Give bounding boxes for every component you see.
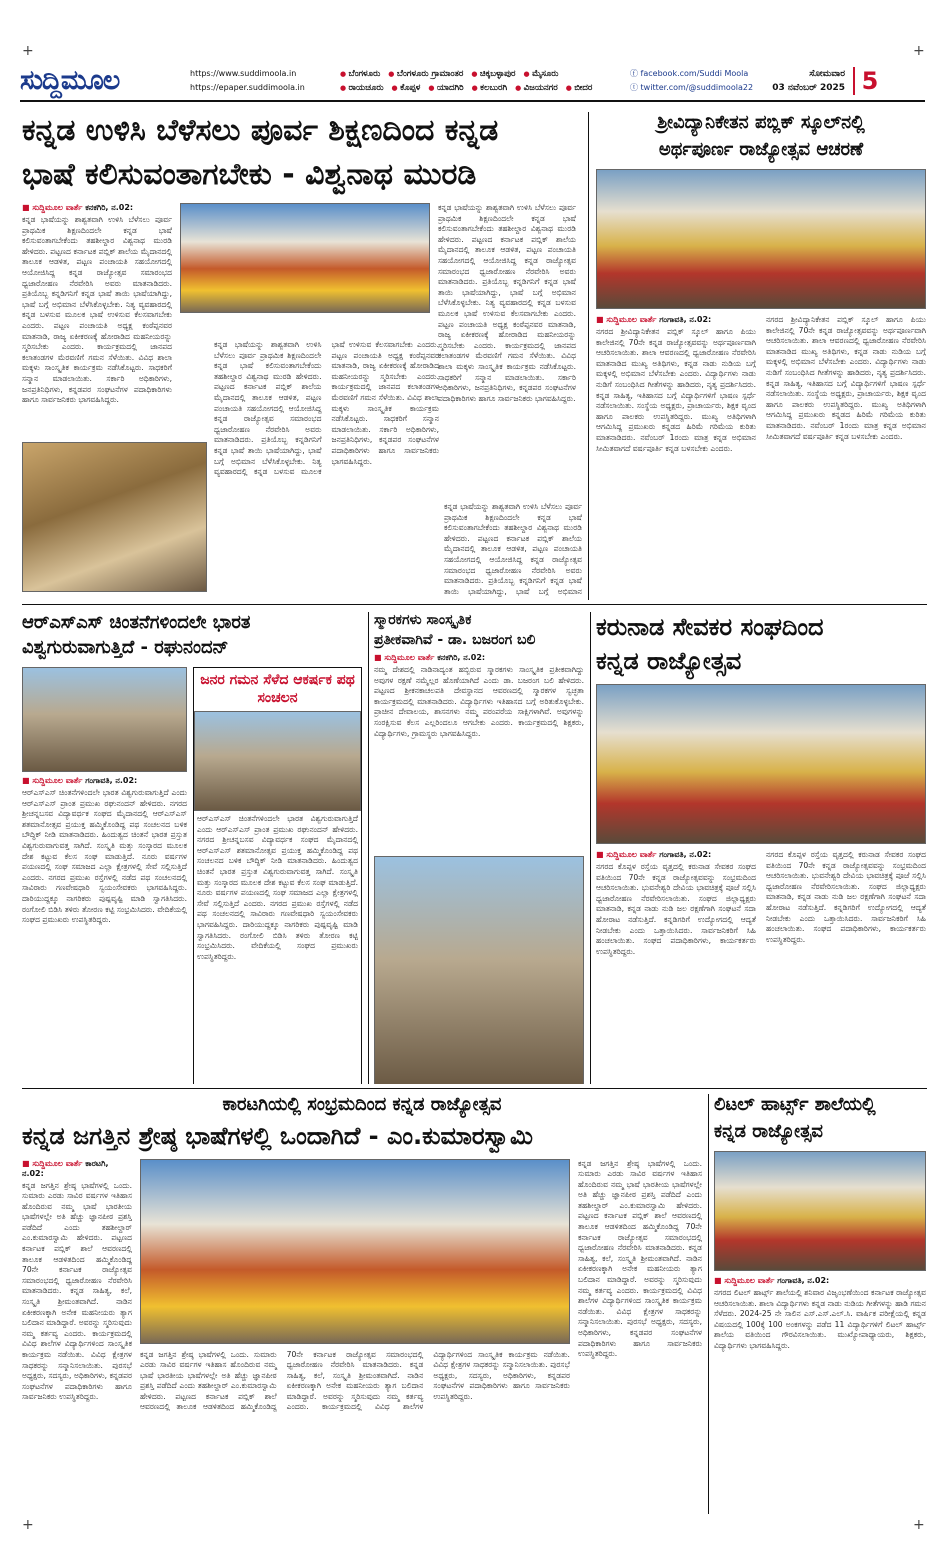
section-rule <box>22 1088 927 1089</box>
story-headline[interactable]: ಕರುನಾಡ ಸೇವಕರ ಸಂಘದಿಂದ <box>596 613 824 641</box>
story-headline[interactable]: ವಿಶ್ವಗುರುವಾಗುತ್ತಿದೆ - ರಘುನಂದನ್ <box>22 636 229 658</box>
group-photo <box>596 684 926 844</box>
lamp-lighting-photo <box>140 1159 570 1344</box>
edition-link[interactable]: ● ರಾಯಚೂರು <box>340 83 384 93</box>
story-headline[interactable]: ಕನ್ನಡ ಜಗತ್ತಿನ ಶ್ರೇಷ್ಠ ಭಾಷೆಗಳಲ್ಲಿ ಒಂದಾಗಿದೆ - ಎಂ.ಕುಮಾರಸ್ವಾಮಿ <box>22 1121 534 1150</box>
story-body: ಕನ್ನಡ ಜಗತ್ತಿನ ಶ್ರೇಷ್ಠ ಭಾಷೆಗಳಲ್ಲಿ ಒಂದು. ಸುಮಾರು ಎರಡು ಸಾವಿರ ವರ್ಷಗಳ ಇತಿಹಾಸ ಹೊಂದಿರುವ ನಮ್ಮ ಭಾಷೆ ಭಾರತೀಯ ಭಾಷೆಗಳಲ್ಲೇ ಅತಿ ಹೆಚ್ಚು ಜ್ಞಾನಪೀಠ ಪ್ರಶಸ್ತಿ ಪಡೆದಿದೆ ಎಂದು ತಹಶೀಲ್ದಾರ್ ಎಂ.ಕುಮಾರಸ್ವಾಮಿ ಹೇಳಿದರು. ಪಟ್ಟಣದ ಕರ್ನಾಟಕ ಪಬ್ಲಿಕ್ ಶಾಲೆ ಆವರಣದಲ್ಲಿ ತಾಲೂಕ ಆಡಳಿತದಿಂದ ಹಮ್ಮಿಕೊಂಡಿದ್ದ 70ನೇ ಕರ್ನಾಟಕ ರಾಜ್ಯೋತ್ಸವ ಸಮಾರಂಭದಲ್ಲಿ ಧ್ವಜಾರೋಹಣ ನೆರವೇರಿಸಿ ಮಾತನಾಡಿದರು. ಕನ್ನಡ ಸಾಹಿತ್ಯ, ಕಲೆ, ಸಂಸ್ಕೃತಿ ಶ್ರೀಮಂತವಾಗಿದೆ. ನಾಡಿನ ಏಕೀಕರಣಕ್ಕಾಗಿ ಅನೇಕ ಮಹನೀಯರು ತ್ಯಾಗ ಬಲಿದಾನ ಮಾಡಿದ್ದಾರೆ. ಅವರನ್ನು ಸ್ಮರಿಸುವುದು ನಮ್ಮ ಕರ್ತವ್ಯ ಎಂದರು. ಕಾರ್ಯಕ್ರಮದಲ್ಲಿ ವಿವಿಧ ಶಾಲೆಗಳ ವಿದ್ಯಾರ್ಥಿಗಳಿಂದ ಸಾಂಸ್ಕೃತಿಕ ಕಾರ್ಯಕ್ರಮ ನಡೆಯಿತು. ವಿವಿಧ ಕ್ಷೇತ್ರಗಳ ಸಾಧಕರನ್ನು ಸನ್ಮಾನಿಸಲಾಯಿತು. ಪುರಸಭೆ ಅಧ್ಯಕ್ಷರು, ಸದಸ್ಯರು, ಅಧಿಕಾರಿಗಳು, ಕನ್ನಡಪರ ಸಂಘಟನೆಗಳ ಪದಾಧಿಕಾರಿಗಳು ಹಾಗೂ ಸಾರ್ವಜನಿಕರು ಉಪಸ್ಥಿತರಿದ್ದರು. <box>22 1180 132 1402</box>
website-links <box>190 67 330 95</box>
date-block <box>760 67 855 95</box>
column-rule <box>588 112 589 600</box>
story-body: ನಮ್ಮ ದೇಶದಲ್ಲಿ ನಾಡಿನಾದ್ಯಂತ ಹಬ್ಬಿರುವ ಸ್ಮಾರಕಗಳು ಸಾಂಸ್ಕೃತಿಕ ಪ್ರತೀಕವಾಗಿದ್ದು ಅವುಗಳ ರಕ್ಷಣೆ ನಮ್ಮೆಲ್ಲರ ಹೊಣೆಯಾಗಿದೆ ಎಂದು ಡಾ. ಬಜರಂಗ ಬಲಿ ಹೇಳಿದರು. ಪಟ್ಟಣದ ಶ್ರೀಕನಕಾಚಲಪತಿ ದೇವಸ್ಥಾನದ ಆವರಣದಲ್ಲಿ ಸ್ಮಾರಕಗಳ ಸ್ವಚ್ಛತಾ ಕಾರ್ಯಕ್ರಮದಲ್ಲಿ ಮಾತನಾಡಿದರು. ವಿದ್ಯಾರ್ಥಿಗಳು ಇತಿಹಾಸದ ಬಗ್ಗೆ ಅರಿತುಕೊಳ್ಳಬೇಕು. ಪ್ರಾಚೀನ ದೇವಾಲಯ, ಶಾಸನಗಳು ನಮ್ಮ ಪರಂಪರೆಯ ಸಾಕ್ಷಿಗಳಾಗಿವೆ. ಅವುಗಳನ್ನು ಸಂರಕ್ಷಿಸುವ ಕೆಲಸ ಎಲ್ಲರಿಂದಲೂ ಆಗಬೇಕು ಎಂದರು. ಕಾರ್ಯಕ್ರಮದಲ್ಲಿ ಶಿಕ್ಷಕರು, ವಿದ್ಯಾರ್ಥಿಗಳು, ಗ್ರಾಮಸ್ಥರು ಭಾಗವಹಿಸಿದ್ದರು. <box>374 665 584 738</box>
twitter-icon: ⓣ <box>630 83 641 92</box>
story-karatagi <box>22 1094 702 1514</box>
social-links <box>630 67 760 95</box>
story-monuments <box>374 612 584 1084</box>
story-body-cont: ಕನ್ನಡ ಜಗತ್ತಿನ ಶ್ರೇಷ್ಠ ಭಾಷೆಗಳಲ್ಲಿ ಒಂದು. ಸುಮಾರು ಎರಡು ಸಾವಿರ ವರ್ಷಗಳ ಇತಿಹಾಸ ಹೊಂದಿರುವ ನಮ್ಮ ಭಾಷೆ ಭಾರತೀಯ ಭಾಷೆಗಳಲ್ಲೇ ಅತಿ ಹೆಚ್ಚು ಜ್ಞಾನಪೀಠ ಪ್ರಶಸ್ತಿ ಪಡೆದಿದೆ ಎಂದು ತಹಶೀಲ್ದಾರ್ ಎಂ.ಕುಮಾರಸ್ವಾಮಿ ಹೇಳಿದರು. ಪಟ್ಟಣದ ಕರ್ನಾಟಕ ಪಬ್ಲಿಕ್ ಶಾಲೆ ಆವರಣದಲ್ಲಿ ತಾಲೂಕ ಆಡಳಿತದಿಂದ ಹಮ್ಮಿಕೊಂಡಿದ್ದ 70ನೇ ಕರ್ನಾಟಕ ರಾಜ್ಯೋತ್ಸವ ಸಮಾರಂಭದಲ್ಲಿ ಧ್ವಜಾರೋಹಣ ನೆರವೇರಿಸಿ ಮಾತನಾಡಿದರು. ಕನ್ನಡ ಸಾಹಿತ್ಯ, ಕಲೆ, ಸಂಸ್ಕೃತಿ ಶ್ರೀಮಂತವಾಗಿದೆ. ನಾಡಿನ ಏಕೀಕರಣಕ್ಕಾಗಿ ಅನೇಕ ಮಹನೀಯರು ತ್ಯಾಗ ಬಲಿದಾನ ಮಾಡಿದ್ದಾರೆ. ಅವರನ್ನು ಸ್ಮರಿಸುವುದು ನಮ್ಮ ಕರ್ತವ್ಯ ಎಂದರು. ಕಾರ್ಯಕ್ರಮದಲ್ಲಿ ವಿವಿಧ ಶಾಲೆಗಳ ವಿದ್ಯಾರ್ಥಿಗಳಿಂದ ಸಾಂಸ್ಕೃತಿಕ ಕಾರ್ಯಕ್ರಮ ನಡೆಯಿತು. ವಿವಿಧ ಕ್ಷೇತ್ರಗಳ ಸಾಧಕರನ್ನು ಸನ್ಮಾನಿಸಲಾಯಿತು. ಪುರಸಭೆ ಅಧ್ಯಕ್ಷರು, ಸದಸ್ಯರು, ಅಧಿಕಾರಿಗಳು, ಕನ್ನಡಪರ ಸಂಘಟನೆಗಳ ಪದಾಧಿಕಾರಿಗಳು ಹಾಗೂ ಸಾರ್ವಜನಿಕರು ಉಪಸ್ಥಿತರಿದ್ದರು. <box>140 1349 570 1412</box>
crop-mark: + <box>22 43 34 59</box>
edition-link[interactable]: ● ಬೆಂಗಳೂರು ಗ್ರಾಮಾಂತರ <box>388 69 463 79</box>
issue-day: ಸೋಮವಾರ <box>809 69 845 79</box>
issue-date: 03 ನವೆಂಬರ್ 2025 <box>772 83 845 93</box>
story-headline[interactable]: ಪ್ರತೀಕವಾಗಿವೆ - ಡಾ. ಬಜರಂಗ ಬಲಿ <box>374 631 536 648</box>
story-byline: ■ ಸುದ್ದಿಮೂಲ ವಾರ್ತೆ ಗಂಗಾವತಿ, ನ.02: <box>714 1276 830 1285</box>
story-byline: ■ ಸುದ್ದಿಮೂಲ ವಾರ್ತೆ ಕನಕಗಿರಿ, ನ.02: <box>22 203 134 212</box>
column-rule <box>708 1094 709 1514</box>
column-rule <box>590 612 591 1084</box>
story-headline[interactable]: ಭಾಷೆ ಕಲಿಸುವಂತಾಗಬೇಕು - ವಿಶ್ವನಾಥ ಮುರಡಿ <box>22 156 477 192</box>
edition-link[interactable]: ● ಕಲಬುರಗಿ <box>472 83 507 93</box>
school-event-photo <box>596 169 926 309</box>
website-url[interactable]: https://www.suddimoola.in <box>190 69 297 78</box>
facebook-icon: ⓕ <box>630 69 641 78</box>
newspaper-logo[interactable]: ಸುದ್ದಿಮೂಲ <box>20 65 120 96</box>
students-photo <box>714 1151 926 1271</box>
section-rule <box>22 604 927 605</box>
story-body: ಆರ್‌ಎಸ್‌ಎಸ್ ಚಿಂತನೆಗಳಿಂದಲೇ ಭಾರತ ವಿಶ್ವಗುರುವಾಗುತ್ತಿದೆ ಎಂದು ಆರ್‌ಎಸ್‌ಎಸ್ ಪ್ರಾಂತ ಪ್ರಮುಖ ರಘುನಂದನ್ ಹೇಳಿದರು. ನಗರದ ಶ್ರೀಚನ್ನಬಸವ ವಿದ್ಯಾವರ್ಧಕ ಸಂಘದ ಮೈದಾನದಲ್ಲಿ ಆರ್‌ಎಸ್‌ಎಸ್ ಶತಮಾನೋತ್ಸವ ಪ್ರಯುಕ್ತ ಹಮ್ಮಿಕೊಂಡಿದ್ದ ಪಥ ಸಂಚಲನದ ಬಳಿಕ ಬೌದ್ಧಿಕ್ ನೀಡಿ ಮಾತನಾಡಿದರು. ಹಿಂದುತ್ವದ ಚಿಂತನೆ ಭಾರತ ಪ್ರಸ್ತುತ ವಿಶ್ವಗುರುವಾಗುವತ್ತ ಸಾಗಿದೆ. ಸಂಸ್ಕೃತಿ ಮತ್ತು ಸಂಸ್ಕಾರದ ಮೂಲಕ ದೇಶ ಕಟ್ಟುವ ಕೆಲಸ ಸಂಘ ಮಾಡುತ್ತಿದೆ. ನೂರು ವರ್ಷಗಳ ಪಯಣದಲ್ಲಿ ಸಂಘ ಸಮಾಜದ ಎಲ್ಲಾ ಕ್ಷೇತ್ರಗಳಲ್ಲಿ ಸೇವೆ ಸಲ್ಲಿಸುತ್ತಿದೆ ಎಂದರು. ನಗರದ ಪ್ರಮುಖ ರಸ್ತೆಗಳಲ್ಲಿ ನಡೆದ ಪಥ ಸಂಚಲನದಲ್ಲಿ ಸಾವಿರಾರು ಗಣವೇಷಧಾರಿ ಸ್ವಯಂಸೇವಕರು ಭಾಗವಹಿಸಿದ್ದರು. ದಾರಿಯುದ್ದಕ್ಕೂ ನಾಗರಿಕರು ಪುಷ್ಪವೃಷ್ಟಿ ಮಾಡಿ ಸ್ವಾಗತಿಸಿದರು. ರಂಗೋಲಿ ಬಿಡಿಸಿ ತಳಿರು ತೋರಣ ಕಟ್ಟಿ ಸಂಭ್ರಮಿಸಿದರು. ವೇದಿಕೆಯಲ್ಲಿ ಸಂಘದ ಪ್ರಮುಖರು ಉಪಸ್ಥಿತರಿದ್ದರು. <box>22 788 187 925</box>
story-body: ಕನ್ನಡ ಭಾಷೆಯನ್ನು ಶಾಶ್ವತವಾಗಿ ಉಳಿಸಿ ಬೆಳೆಸಲು ಪೂರ್ವ ಪ್ರಾಥಮಿಕ ಶಿಕ್ಷಣದಿಂದಲೇ ಕನ್ನಡ ಭಾಷೆ ಕಲಿಸುವಂತಾಗಬೇಕೆಂದು ತಹಶೀಲ್ದಾರ ವಿಶ್ವನಾಥ ಮುರಡಿ ಹೇಳಿದರು. ಪಟ್ಟಣದ ಕರ್ನಾಟಕ ಪಬ್ಲಿಕ್ ಶಾಲೆಯ ಮೈದಾನದಲ್ಲಿ ತಾಲೂಕ ಆಡಳಿತ, ಪಟ್ಟಣ ಪಂಚಾಯತಿ ಸಹಯೋಗದಲ್ಲಿ ಆಯೋಜಿಸಿದ್ದ ಕನ್ನಡ ರಾಜ್ಯೋತ್ಸವ ಸಮಾರಂಭದ ಧ್ವಜಾರೋಹಣ ನೆರವೇರಿಸಿ ಅವರು ಮಾತನಾಡಿದರು. ಪ್ರತಿಯೊಬ್ಬ ಕನ್ನಡಿಗನಿಗೆ ಕನ್ನಡ ಭಾಷೆ ತಾಯಿ ಭಾಷೆಯಾಗಿದ್ದು, ಭಾಷೆ ಬಗ್ಗೆ ಅಭಿಮಾನ ಬೆಳೆಸಿಕೊಳ್ಳಬೇಕು. ನಿತ್ಯ ವ್ಯವಹಾರದಲ್ಲಿ ಕನ್ನಡ ಬಳಸುವ ಮೂಲಕ ಭಾಷೆ ಉಳಿಸುವ ಕೆಲಸವಾಗಬೇಕು ಎಂದರು. ಪಟ್ಟಣ ಪಂಚಾಯತಿ ಅಧ್ಯಕ್ಷ ಕಂಠೆಪ್ಪನವರ ಮಾತನಾಡಿ, ರಾಜ್ಯ ಏಕೀಕರಣಕ್ಕೆ ಹೋರಾಡಿದ ಮಹನೀಯರನ್ನು ಸ್ಮರಿಸಬೇಕು ಎಂದರು. ಕಾರ್ಯಕ್ರಮದಲ್ಲಿ ಜಾನಪದ ಕಲಾತಂಡಗಳ ಮೆರವಣಿಗೆ ಗಮನ ಸೆಳೆಯಿತು. ವಿವಿಧ ಶಾಲಾ ಮಕ್ಕಳು ಸಾಂಸ್ಕೃತಿಕ ಕಾರ್ಯಕ್ರಮ ನಡೆಸಿಕೊಟ್ಟರು. ಸಾಧಕರಿಗೆ ಸನ್ಮಾನ ಮಾಡಲಾಯಿತು. ಸರ್ಕಾರಿ ಅಧಿಕಾರಿಗಳು, ಜನಪ್ರತಿನಿಧಿಗಳು, ಕನ್ನಡಪರ ಸಂಘಟನೆಗಳ ಪದಾಧಿಕಾರಿಗಳು ಹಾಗೂ ಸಾರ್ವಜನಿಕರು ಭಾಗವಹಿಸಿದ್ದರು. <box>22 215 172 405</box>
event-photo <box>180 203 430 313</box>
crop-mark: + <box>22 1517 34 1533</box>
story-headline[interactable]: ಕನ್ನಡ ಉಳಿಸಿ ಬೆಳೆಸಲು ಪೂರ್ವ ಶಿಕ್ಷಣದಿಂದ ಕನ್ನಡ <box>22 113 499 148</box>
edition-row-2 <box>340 81 630 95</box>
inset-body: ಆರ್‌ಎಸ್‌ಎಸ್ ಚಿಂತನೆಗಳಿಂದಲೇ ಭಾರತ ವಿಶ್ವಗುರುವಾಗುತ್ತಿದೆ ಎಂದು ಆರ್‌ಎಸ್‌ಎಸ್ ಪ್ರಾಂತ ಪ್ರಮುಖ ರಘುನಂದನ್ ಹೇಳಿದರು. ನಗರದ ಶ್ರೀಚನ್ನಬಸವ ವಿದ್ಯಾವರ್ಧಕ ಸಂಘದ ಮೈದಾನದಲ್ಲಿ ಆರ್‌ಎಸ್‌ಎಸ್ ಶತಮಾನೋತ್ಸವ ಪ್ರಯುಕ್ತ ಹಮ್ಮಿಕೊಂಡಿದ್ದ ಪಥ ಸಂಚಲನದ ಬಳಿಕ ಬೌದ್ಧಿಕ್ ನೀಡಿ ಮಾತನಾಡಿದರು. ಹಿಂದುತ್ವದ ಚಿಂತನೆ ಭಾರತ ಪ್ರಸ್ತುತ ವಿಶ್ವಗುರುವಾಗುವತ್ತ ಸಾಗಿದೆ. ಸಂಸ್ಕೃತಿ ಮತ್ತು ಸಂಸ್ಕಾರದ ಮೂಲಕ ದೇಶ ಕಟ್ಟುವ ಕೆಲಸ ಸಂಘ ಮಾಡುತ್ತಿದೆ. ನೂರು ವರ್ಷಗಳ ಪಯಣದಲ್ಲಿ ಸಂಘ ಸಮಾಜದ ಎಲ್ಲಾ ಕ್ಷೇತ್ರಗಳಲ್ಲಿ ಸೇವೆ ಸಲ್ಲಿಸುತ್ತಿದೆ ಎಂದರು. ನಗರದ ಪ್ರಮುಖ ರಸ್ತೆಗಳಲ್ಲಿ ನಡೆದ ಪಥ ಸಂಚಲನದಲ್ಲಿ ಸಾವಿರಾರು ಗಣವೇಷಧಾರಿ ಸ್ವಯಂಸೇವಕರು ಭಾಗವಹಿಸಿದ್ದರು. ದಾರಿಯುದ್ದಕ್ಕೂ ನಾಗರಿಕರು ಪುಷ್ಪವೃಷ್ಟಿ ಮಾಡಿ ಸ್ವಾಗತಿಸಿದರು. ರಂಗೋಲಿ ಬಿಡಿಸಿ ತಳಿರು ತೋರಣ ಕಟ್ಟಿ ಸಂಭ್ರಮಿಸಿದರು. ವೇದಿಕೆಯಲ್ಲಿ ಸಂಘದ ಪ್ರಮುಖರು ಉಪಸ್ಥಿತರಿದ್ದರು. <box>197 814 358 961</box>
story-body-cont: ಕನ್ನಡ ಭಾಷೆಯನ್ನು ಶಾಶ್ವತವಾಗಿ ಉಳಿಸಿ ಬೆಳೆಸಲು ಪೂರ್ವ ಪ್ರಾಥಮಿಕ ಶಿಕ್ಷಣದಿಂದಲೇ ಕನ್ನಡ ಭಾಷೆ ಕಲಿಸುವಂತಾಗಬೇಕೆಂದು ತಹಶೀಲ್ದಾರ ವಿಶ್ವನಾಥ ಮುರಡಿ ಹೇಳಿದರು. ಪಟ್ಟಣದ ಕರ್ನಾಟಕ ಪಬ್ಲಿಕ್ ಶಾಲೆಯ ಮೈದಾನದಲ್ಲಿ ತಾಲೂಕ ಆಡಳಿತ, ಪಟ್ಟಣ ಪಂಚಾಯತಿ ಸಹಯೋಗದಲ್ಲಿ ಆಯೋಜಿಸಿದ್ದ ಕನ್ನಡ ರಾಜ್ಯೋತ್ಸವ ಸಮಾರಂಭದ ಧ್ವಜಾರೋಹಣ ನೆರವೇರಿಸಿ ಅವರು ಮಾತನಾಡಿದರು. ಪ್ರತಿಯೊಬ್ಬ ಕನ್ನಡಿಗನಿಗೆ ಕನ್ನಡ ಭಾಷೆ ತಾಯಿ ಭಾಷೆಯಾಗಿದ್ದು, ಭಾಷೆ ಬಗ್ಗೆ ಅಭಿಮಾನ ಬೆಳೆಸಿಕೊಳ್ಳಬೇಕು. ನಿತ್ಯ ವ್ಯವಹಾರದಲ್ಲಿ ಕನ್ನಡ ಬಳಸುವ ಮೂಲಕ ಭಾಷೆ ಉಳಿಸುವ ಕೆಲಸವಾಗಬೇಕು ಎಂದರು. ಪಟ್ಟಣ ಪಂಚಾಯತಿ ಅಧ್ಯಕ್ಷ ಕಂಠೆಪ್ಪನವರ ಮಾತನಾಡಿ, ರಾಜ್ಯ ಏಕೀಕರಣಕ್ಕೆ ಹೋರಾಡಿದ ಮಹನೀಯರನ್ನು ಸ್ಮರಿಸಬೇಕು ಎಂದರು. ಕಾರ್ಯಕ್ರಮದಲ್ಲಿ ಜಾನಪದ ಕಲಾತಂಡಗಳ ಮೆರವಣಿಗೆ ಗಮನ ಸೆಳೆಯಿತು. ವಿವಿಧ ಶಾಲಾ ಮಕ್ಕಳು ಸಾಂಸ್ಕೃತಿಕ ಕಾರ್ಯಕ್ರಮ ನಡೆಸಿಕೊಟ್ಟರು. ಸಾಧಕರಿಗೆ ಸನ್ಮಾನ ಮಾಡಲಾಯಿತು. ಸರ್ಕಾರಿ ಅಧಿಕಾರಿಗಳು, ಜನಪ್ರತಿನಿಧಿಗಳು, ಕನ್ನಡಪರ ಸಂಘಟನೆಗಳ ಪದಾಧಿಕಾರಿಗಳು ಹಾಗೂ ಸಾರ್ವಜನಿಕರು ಭಾಗವಹಿಸಿದ್ದರು. <box>438 203 576 403</box>
story-headline[interactable]: ಶ್ರೀವಿದ್ಯಾನಿಕೇತನ ಪಬ್ಲಿಕ್ ಸ್ಕೂಲ್‌ನಲ್ಲಿ <box>657 112 865 133</box>
story-headline[interactable]: ಲಿಟಲ್ ಹಾರ್ಟ್ಸ್ ಶಾಲೆಯಲ್ಲಿ <box>714 1094 876 1115</box>
story-body-cont: ಕನ್ನಡ ಭಾಷೆಯನ್ನು ಶಾಶ್ವತವಾಗಿ ಉಳಿಸಿ ಬೆಳೆಸಲು ಪೂರ್ವ ಪ್ರಾಥಮಿಕ ಶಿಕ್ಷಣದಿಂದಲೇ ಕನ್ನಡ ಭಾಷೆ ಕಲಿಸುವಂತಾಗಬೇಕೆಂದು ತಹಶೀಲ್ದಾರ ವಿಶ್ವನಾಥ ಮುರಡಿ ಹೇಳಿದರು. ಪಟ್ಟಣದ ಕರ್ನಾಟಕ ಪಬ್ಲಿಕ್ ಶಾಲೆಯ ಮೈದಾನದಲ್ಲಿ ತಾಲೂಕ ಆಡಳಿತ, ಪಟ್ಟಣ ಪಂಚಾಯತಿ ಸಹಯೋಗದಲ್ಲಿ ಆಯೋಜಿಸಿದ್ದ ಕನ್ನಡ ರಾಜ್ಯೋತ್ಸವ ಸಮಾರಂಭದ ಧ್ವಜಾರೋಹಣ ನೆರವೇರಿಸಿ ಅವರು ಮಾತನಾಡಿದರು. ಪ್ರತಿಯೊಬ್ಬ ಕನ್ನಡಿಗನಿಗೆ ಕನ್ನಡ ಭಾಷೆ ತಾಯಿ ಭಾಷೆಯಾಗಿದ್ದು, ಭಾಷೆ ಬಗ್ಗೆ ಅಭಿಮಾನ <box>444 502 582 596</box>
twitter-link[interactable]: twitter.com/@suddimoola22 <box>640 83 754 92</box>
column-rule <box>368 612 369 1084</box>
inset-headline[interactable]: ಜನರ ಗಮನ ಸೆಳೆದ ಆಕರ್ಷಕ ಪಥ ಸಂಚಲನ <box>200 672 355 706</box>
story-headline[interactable]: ಕನ್ನಡ ರಾಜ್ಯೋತ್ಸವ <box>596 647 742 675</box>
story-karunada <box>596 612 926 1084</box>
story-body: ನಗರದ ಲಿಟಲ್ ಹಾರ್ಟ್ಸ್ ಶಾಲೆಯಲ್ಲಿ ಶನಿವಾರ ವಿಜೃಂಭಣೆಯಿಂದ ಕರ್ನಾಟಕ ರಾಜ್ಯೋತ್ಸವ ಆಚರಿಸಲಾಯಿತು. ಶಾಲಾ ವಿದ್ಯಾರ್ಥಿಗಳು ಕನ್ನಡ ನಾಡು ನುಡಿಯ ಗೀತೆಗಳನ್ನು ಹಾಡಿ ಗಮನ ಸೆಳೆದರು. 2024-25 ನೇ ಸಾಲಿನ ಎಸ್.ಎಸ್.ಎಲ್.ಸಿ. ವಾರ್ಷಿಕ ಪರೀಕ್ಷೆಯಲ್ಲಿ ಕನ್ನಡ ವಿಷಯದಲ್ಲಿ 100ಕ್ಕೆ 100 ಅಂಕಗಳನ್ನು ಪಡೆದ 11 ವಿದ್ಯಾರ್ಥಿಗಳಿಗೆ ಲಿಟಲ್ ಹಾರ್ಟ್ಸ್ ಶಾಲೆಯ ವತಿಯಿಂದ ಗೌರವಿಸಲಾಯಿತು. ಮುಖ್ಯೋಪಾಧ್ಯಾಯರು, ಶಿಕ್ಷಕರು, ವಿದ್ಯಾರ್ಥಿಗಳು ಭಾಗವಹಿಸಿದ್ದರು. <box>714 1288 926 1350</box>
story-kicker[interactable]: ಕಾರಟಗಿಯಲ್ಲಿ ಸಂಭ್ರಮದಿಂದ ಕನ್ನಡ ರಾಜ್ಯೋತ್ಸವ <box>222 1094 502 1115</box>
edition-link[interactable]: ● ಯಾದಗಿರಿ <box>428 83 463 93</box>
crop-mark: + <box>913 1517 925 1533</box>
edition-link[interactable]: ● ವಿಜಯನಗರ <box>515 83 558 93</box>
story-headline[interactable]: ಅರ್ಥಪೂರ್ಣ ರಾಜ್ಯೋತ್ಸವ ಆಚರಣೆ <box>658 138 864 160</box>
story-body-cont: ಕನ್ನಡ ಭಾಷೆಯನ್ನು ಶಾಶ್ವತವಾಗಿ ಉಳಿಸಿ ಬೆಳೆಸಲು ಪೂರ್ವ ಪ್ರಾಥಮಿಕ ಶಿಕ್ಷಣದಿಂದಲೇ ಕನ್ನಡ ಭಾಷೆ ಕಲಿಸುವಂತಾಗಬೇಕೆಂದು ತಹಶೀಲ್ದಾರ ವಿಶ್ವನಾಥ ಮುರಡಿ ಹೇಳಿದರು. ಪಟ್ಟಣದ ಕರ್ನಾಟಕ ಪಬ್ಲಿಕ್ ಶಾಲೆಯ ಮೈದಾನದಲ್ಲಿ ತಾಲೂಕ ಆಡಳಿತ, ಪಟ್ಟಣ ಪಂಚಾಯತಿ ಸಹಯೋಗದಲ್ಲಿ ಆಯೋಜಿಸಿದ್ದ ಕನ್ನಡ ರಾಜ್ಯೋತ್ಸವ ಸಮಾರಂಭದ ಧ್ವಜಾರೋಹಣ ನೆರವೇರಿಸಿ ಅವರು ಮಾತನಾಡಿದರು. ಪ್ರತಿಯೊಬ್ಬ ಕನ್ನಡಿಗನಿಗೆ ಕನ್ನಡ ಭಾಷೆ ತಾಯಿ ಭಾಷೆಯಾಗಿದ್ದು, ಭಾಷೆ ಬಗ್ಗೆ ಅಭಿಮಾನ ಬೆಳೆಸಿಕೊಳ್ಳಬೇಕು. ನಿತ್ಯ ವ್ಯವಹಾರದಲ್ಲಿ ಕನ್ನಡ ಬಳಸುವ ಮೂಲಕ ಭಾಷೆ ಉಳಿಸುವ ಕೆಲಸವಾಗಬೇಕು ಎಂದರು. ಪಟ್ಟಣ ಪಂಚಾಯತಿ ಅಧ್ಯಕ್ಷ ಕಂಠೆಪ್ಪನವರ ಮಾತನಾಡಿ, ರಾಜ್ಯ ಏಕೀಕರಣಕ್ಕೆ ಹೋರಾಡಿದ ಮಹನೀಯರನ್ನು ಸ್ಮರಿಸಬೇಕು ಎಂದರು. ಕಾರ್ಯಕ್ರಮದಲ್ಲಿ ಜಾನಪದ ಕಲಾತಂಡಗಳ ಮೆರವಣಿಗೆ ಗಮನ ಸೆಳೆಯಿತು. ವಿವಿಧ ಶಾಲಾ ಮಕ್ಕಳು ಸಾಂಸ್ಕೃತಿಕ ಕಾರ್ಯಕ್ರಮ ನಡೆಸಿಕೊಟ್ಟರು. ಸಾಧಕರಿಗೆ ಸನ್ಮಾನ ಮಾಡಲಾಯಿತು. ಸರ್ಕಾರಿ ಅಧಿಕಾರಿಗಳು, ಜನಪ್ರತಿನಿಧಿಗಳು, ಕನ್ನಡಪರ ಸಂಘಟನೆಗಳ ಪದಾಧಿಕಾರಿಗಳು ಹಾಗೂ ಸಾರ್ವಜನಿಕರು ಭಾಗವಹಿಸಿದ್ದರು. <box>214 340 439 477</box>
story-body-cont: ಕನ್ನಡ ಜಗತ್ತಿನ ಶ್ರೇಷ್ಠ ಭಾಷೆಗಳಲ್ಲಿ ಒಂದು. ಸುಮಾರು ಎರಡು ಸಾವಿರ ವರ್ಷಗಳ ಇತಿಹಾಸ ಹೊಂದಿರುವ ನಮ್ಮ ಭಾಷೆ ಭಾರತೀಯ ಭಾಷೆಗಳಲ್ಲೇ ಅತಿ ಹೆಚ್ಚು ಜ್ಞಾನಪೀಠ ಪ್ರಶಸ್ತಿ ಪಡೆದಿದೆ ಎಂದು ತಹಶೀಲ್ದಾರ್ ಎಂ.ಕುಮಾರಸ್ವಾಮಿ ಹೇಳಿದರು. ಪಟ್ಟಣದ ಕರ್ನಾಟಕ ಪಬ್ಲಿಕ್ ಶಾಲೆ ಆವರಣದಲ್ಲಿ ತಾಲೂಕ ಆಡಳಿತದಿಂದ ಹಮ್ಮಿಕೊಂಡಿದ್ದ 70ನೇ ಕರ್ನಾಟಕ ರಾಜ್ಯೋತ್ಸವ ಸಮಾರಂಭದಲ್ಲಿ ಧ್ವಜಾರೋಹಣ ನೆರವೇರಿಸಿ ಮಾತನಾಡಿದರು. ಕನ್ನಡ ಸಾಹಿತ್ಯ, ಕಲೆ, ಸಂಸ್ಕೃತಿ ಶ್ರೀಮಂತವಾಗಿದೆ. ನಾಡಿನ ಏಕೀಕರಣಕ್ಕಾಗಿ ಅನೇಕ ಮಹನೀಯರು ತ್ಯಾಗ ಬಲಿದಾನ ಮಾಡಿದ್ದಾರೆ. ಅವರನ್ನು ಸ್ಮರಿಸುವುದು ನಮ್ಮ ಕರ್ತವ್ಯ ಎಂದರು. ಕಾರ್ಯಕ್ರಮದಲ್ಲಿ ವಿವಿಧ ಶಾಲೆಗಳ ವಿದ್ಯಾರ್ಥಿಗಳಿಂದ ಸಾಂಸ್ಕೃತಿಕ ಕಾರ್ಯಕ್ರಮ ನಡೆಯಿತು. ವಿವಿಧ ಕ್ಷೇತ್ರಗಳ ಸಾಧಕರನ್ನು ಸನ್ಮಾನಿಸಲಾಯಿತು. ಪುರಸಭೆ ಅಧ್ಯಕ್ಷರು, ಸದಸ್ಯರು, ಅಧಿಕಾರಿಗಳು, ಕನ್ನಡಪರ ಸಂಘಟನೆಗಳ ಪದಾಧಿಕಾರಿಗಳು ಹಾಗೂ ಸಾರ್ವಜನಿಕರು ಉಪಸ್ಥಿತರಿದ್ದರು. <box>578 1158 702 1359</box>
march-photo <box>194 711 361 811</box>
story-rss <box>22 612 362 1084</box>
masthead <box>20 62 925 102</box>
epaper-url[interactable]: https://epaper.suddimoola.in <box>190 83 305 92</box>
story-column <box>22 203 172 473</box>
edition-link[interactable]: ● ಮೈಸೂರು <box>524 69 559 79</box>
story-headline[interactable]: ಆರ್‌ಎಸ್‌ಎಸ್ ಚಿಂತನೆಗಳಿಂದಲೇ ಭಾರತ <box>22 612 251 633</box>
story-body: ನಗರದ ಶ್ರೀವಿದ್ಯಾನಿಕೇತನ ಪಬ್ಲಿಕ್ ಸ್ಕೂಲ್ ಹಾಗೂ ಪಿಯು ಕಾಲೇಜಿನಲ್ಲಿ 70ನೇ ಕನ್ನಡ ರಾಜ್ಯೋತ್ಸವವನ್ನು ಅರ್ಥಪೂರ್ಣವಾಗಿ ಆಚರಿಸಲಾಯಿತು. ಶಾಲಾ ಆವರಣದಲ್ಲಿ ಧ್ವಜಾರೋಹಣ ನೆರವೇರಿಸಿ ಮಾತನಾಡಿದ ಮುಖ್ಯ ಅತಿಥಿಗಳು, ಕನ್ನಡ ನಾಡು ನುಡಿಯ ಬಗ್ಗೆ ಮಕ್ಕಳಲ್ಲಿ ಅಭಿಮಾನ ಬೆಳೆಸಬೇಕು ಎಂದರು. ವಿದ್ಯಾರ್ಥಿಗಳು ನಾಡು ನುಡಿಗೆ ಸಂಬಂಧಿಸಿದ ಗೀತೆಗಳನ್ನು ಹಾಡಿದರು, ನೃತ್ಯ ಪ್ರದರ್ಶಿಸಿದರು. ಕನ್ನಡ ಸಾಹಿತ್ಯ, ಇತಿಹಾಸದ ಬಗ್ಗೆ ವಿದ್ಯಾರ್ಥಿಗಳಿಗೆ ಭಾಷಣ ಸ್ಪರ್ಧೆ ನಡೆಸಲಾಯಿತು. ಸಂಸ್ಥೆಯ ಅಧ್ಯಕ್ಷರು, ಪ್ರಾಚಾರ್ಯರು, ಶಿಕ್ಷಕ ವೃಂದ ಹಾಗೂ ಪಾಲಕರು ಉಪಸ್ಥಿತರಿದ್ದರು. ಮುಖ್ಯ ಅತಿಥಿಗಳಾಗಿ ಆಗಮಿಸಿದ್ದ ಪ್ರಮುಖರು ಕನ್ನಡದ ಹಿರಿಮೆ ಗರಿಮೆಯ ಕುರಿತು ಮಾತನಾಡಿದರು. ನವೆಂಬರ್ 1ರಂದು ಮಾತ್ರ ಕನ್ನಡ ಅಭಿಮಾನ ಸೀಮಿತವಾಗದೆ ವರ್ಷಪೂರ್ತಿ ಕನ್ನಡ ಬಳಸಬೇಕು ಎಂದರು. <box>596 327 756 453</box>
story-body-cont: ನಗರದ ಕೊಪ್ಪಳ ರಸ್ತೆಯ ವೃತ್ತದಲ್ಲಿ ಕರುನಾಡ ಸೇವಕರ ಸಂಘದ ವತಿಯಿಂದ 70ನೇ ಕನ್ನಡ ರಾಜ್ಯೋತ್ಸವವನ್ನು ಸಂಭ್ರಮದಿಂದ ಆಚರಿಸಲಾಯಿತು. ಭುವನೇಶ್ವರಿ ದೇವಿಯ ಭಾವಚಿತ್ರಕ್ಕೆ ಪೂಜೆ ಸಲ್ಲಿಸಿ ಧ್ವಜಾರೋಹಣ ನೆರವೇರಿಸಲಾಯಿತು. ಸಂಘದ ಜಿಲ್ಲಾಧ್ಯಕ್ಷರು ಮಾತನಾಡಿ, ಕನ್ನಡ ನಾಡು ನುಡಿ ಜಲ ರಕ್ಷಣೆಗಾಗಿ ಸಂಘಟನೆ ಸದಾ ಹೋರಾಟ ನಡೆಸುತ್ತಿದೆ. ಕನ್ನಡಿಗರಿಗೆ ಉದ್ಯೋಗದಲ್ಲಿ ಆದ್ಯತೆ ನೀಡಬೇಕು ಎಂದು ಒತ್ತಾಯಿಸಿದರು. ಸಾರ್ವಜನಿಕರಿಗೆ ಸಿಹಿ ಹಂಚಲಾಯಿತು. ಸಂಘದ ಪದಾಧಿಕಾರಿಗಳು, ಕಾರ್ಯಕರ್ತರು ಉಪಸ್ಥಿತರಿದ್ದರು. <box>766 850 926 944</box>
edition-link[interactable]: ● ಚಿಕ್ಕಬಳ್ಳಾಪುರ <box>471 69 515 79</box>
edition-link[interactable]: ● ಬೀದರ <box>566 83 593 93</box>
facebook-link[interactable]: facebook.com/Suddi Moola <box>640 69 749 78</box>
crop-mark: + <box>913 43 925 59</box>
story-headline[interactable]: ಕನ್ನಡ ರಾಜ್ಯೋತ್ಸವ <box>714 1120 823 1142</box>
procession-photo <box>22 442 207 592</box>
story-school <box>596 112 926 600</box>
temple-steps-photo <box>374 856 584 1084</box>
story-byline: ■ ಸುದ್ದಿಮೂಲ ವಾರ್ತೆ ಗಂಗಾವತಿ, ನ.02: <box>596 850 712 859</box>
story-byline: ■ ಸುದ್ದಿಮೂಲ ವಾರ್ತೆ ಗಂಗಾವತಿ, ನ.02: <box>22 776 138 785</box>
story-body: ನಗರದ ಕೊಪ್ಪಳ ರಸ್ತೆಯ ವೃತ್ತದಲ್ಲಿ ಕರುನಾಡ ಸೇವಕರ ಸಂಘದ ವತಿಯಿಂದ 70ನೇ ಕನ್ನಡ ರಾಜ್ಯೋತ್ಸವವನ್ನು ಸಂಭ್ರಮದಿಂದ ಆಚರಿಸಲಾಯಿತು. ಭುವನೇಶ್ವರಿ ದೇವಿಯ ಭಾವಚಿತ್ರಕ್ಕೆ ಪೂಜೆ ಸಲ್ಲಿಸಿ ಧ್ವಜಾರೋಹಣ ನೆರವೇರಿಸಲಾಯಿತು. ಸಂಘದ ಜಿಲ್ಲಾಧ್ಯಕ್ಷರು ಮಾತನಾಡಿ, ಕನ್ನಡ ನಾಡು ನುಡಿ ಜಲ ರಕ್ಷಣೆಗಾಗಿ ಸಂಘಟನೆ ಸದಾ ಹೋರಾಟ ನಡೆಸುತ್ತಿದೆ. ಕನ್ನಡಿಗರಿಗೆ ಉದ್ಯೋಗದಲ್ಲಿ ಆದ್ಯತೆ ನೀಡಬೇಕು ಎಂದು ಒತ್ತಾಯಿಸಿದರು. ಸಾರ್ವಜನಿಕರಿಗೆ ಸಿಹಿ ಹಂಚಲಾಯಿತು. ಸಂಘದ ಪದಾಧಿಕಾರಿಗಳು, ಕಾರ್ಯಕರ್ತರು ಉಪಸ್ಥಿತರಿದ್ದರು. <box>596 862 756 956</box>
edition-link[interactable]: ● ಕೊಪ್ಪಳ <box>392 83 421 93</box>
page-number: 5 <box>861 67 879 95</box>
story-lead <box>22 112 582 600</box>
story-byline: ■ ಸುದ್ದಿಮೂಲ ವಾರ್ತೆ ಕಾರಟಗಿ, ನ.02: <box>22 1158 109 1178</box>
story-byline: ■ ಸುದ್ದಿಮೂಲ ವಾರ್ತೆ ಕನಕಗಿರಿ, ನ.02: <box>374 653 486 662</box>
story-byline: ■ ಸುದ್ದಿಮೂಲ ವಾರ್ತೆ ಗಂಗಾವತಿ, ನ.02: <box>596 315 712 324</box>
edition-row-1 <box>340 67 630 81</box>
story-headline[interactable]: ಸ್ಮಾರಕಗಳು ಸಾಂಸ್ಕೃತಿಕ <box>374 612 472 628</box>
edition-link[interactable]: ● ಬೆಂಗಳೂರು <box>340 69 380 79</box>
story-little-hearts <box>714 1094 926 1514</box>
rss-stage-photo <box>22 667 187 772</box>
story-body-cont: ನಗರದ ಶ್ರೀವಿದ್ಯಾನಿಕೇತನ ಪಬ್ಲಿಕ್ ಸ್ಕೂಲ್ ಹಾಗೂ ಪಿಯು ಕಾಲೇಜಿನಲ್ಲಿ 70ನೇ ಕನ್ನಡ ರಾಜ್ಯೋತ್ಸವವನ್ನು ಅರ್ಥಪೂರ್ಣವಾಗಿ ಆಚರಿಸಲಾಯಿತು. ಶಾಲಾ ಆವರಣದಲ್ಲಿ ಧ್ವಜಾರೋಹಣ ನೆರವೇರಿಸಿ ಮಾತನಾಡಿದ ಮುಖ್ಯ ಅತಿಥಿಗಳು, ಕನ್ನಡ ನಾಡು ನುಡಿಯ ಬಗ್ಗೆ ಮಕ್ಕಳಲ್ಲಿ ಅಭಿಮಾನ ಬೆಳೆಸಬೇಕು ಎಂದರು. ವಿದ್ಯಾರ್ಥಿಗಳು ನಾಡು ನುಡಿಗೆ ಸಂಬಂಧಿಸಿದ ಗೀತೆಗಳನ್ನು ಹಾಡಿದರು, ನೃತ್ಯ ಪ್ರದರ್ಶಿಸಿದರು. ಕನ್ನಡ ಸಾಹಿತ್ಯ, ಇತಿಹಾಸದ ಬಗ್ಗೆ ವಿದ್ಯಾರ್ಥಿಗಳಿಗೆ ಭಾಷಣ ಸ್ಪರ್ಧೆ ನಡೆಸಲಾಯಿತು. ಸಂಸ್ಥೆಯ ಅಧ್ಯಕ್ಷರು, ಪ್ರಾಚಾರ್ಯರು, ಶಿಕ್ಷಕ ವೃಂದ ಹಾಗೂ ಪಾಲಕರು ಉಪಸ್ಥಿತರಿದ್ದರು. ಮುಖ್ಯ ಅತಿಥಿಗಳಾಗಿ ಆಗಮಿಸಿದ್ದ ಪ್ರಮುಖರು ಕನ್ನಡದ ಹಿರಿಮೆ ಗರಿಮೆಯ ಕುರಿತು ಮಾತನಾಡಿದರು. ನವೆಂಬರ್ 1ರಂದು ಮಾತ್ರ ಕನ್ನಡ ಅಭಿಮಾನ ಸೀಮಿತವಾಗದೆ ವರ್ಷಪೂರ್ತಿ ಕನ್ನಡ ಬಳಸಬೇಕು ಎಂದರು. <box>766 315 926 441</box>
edition-links <box>330 67 630 95</box>
